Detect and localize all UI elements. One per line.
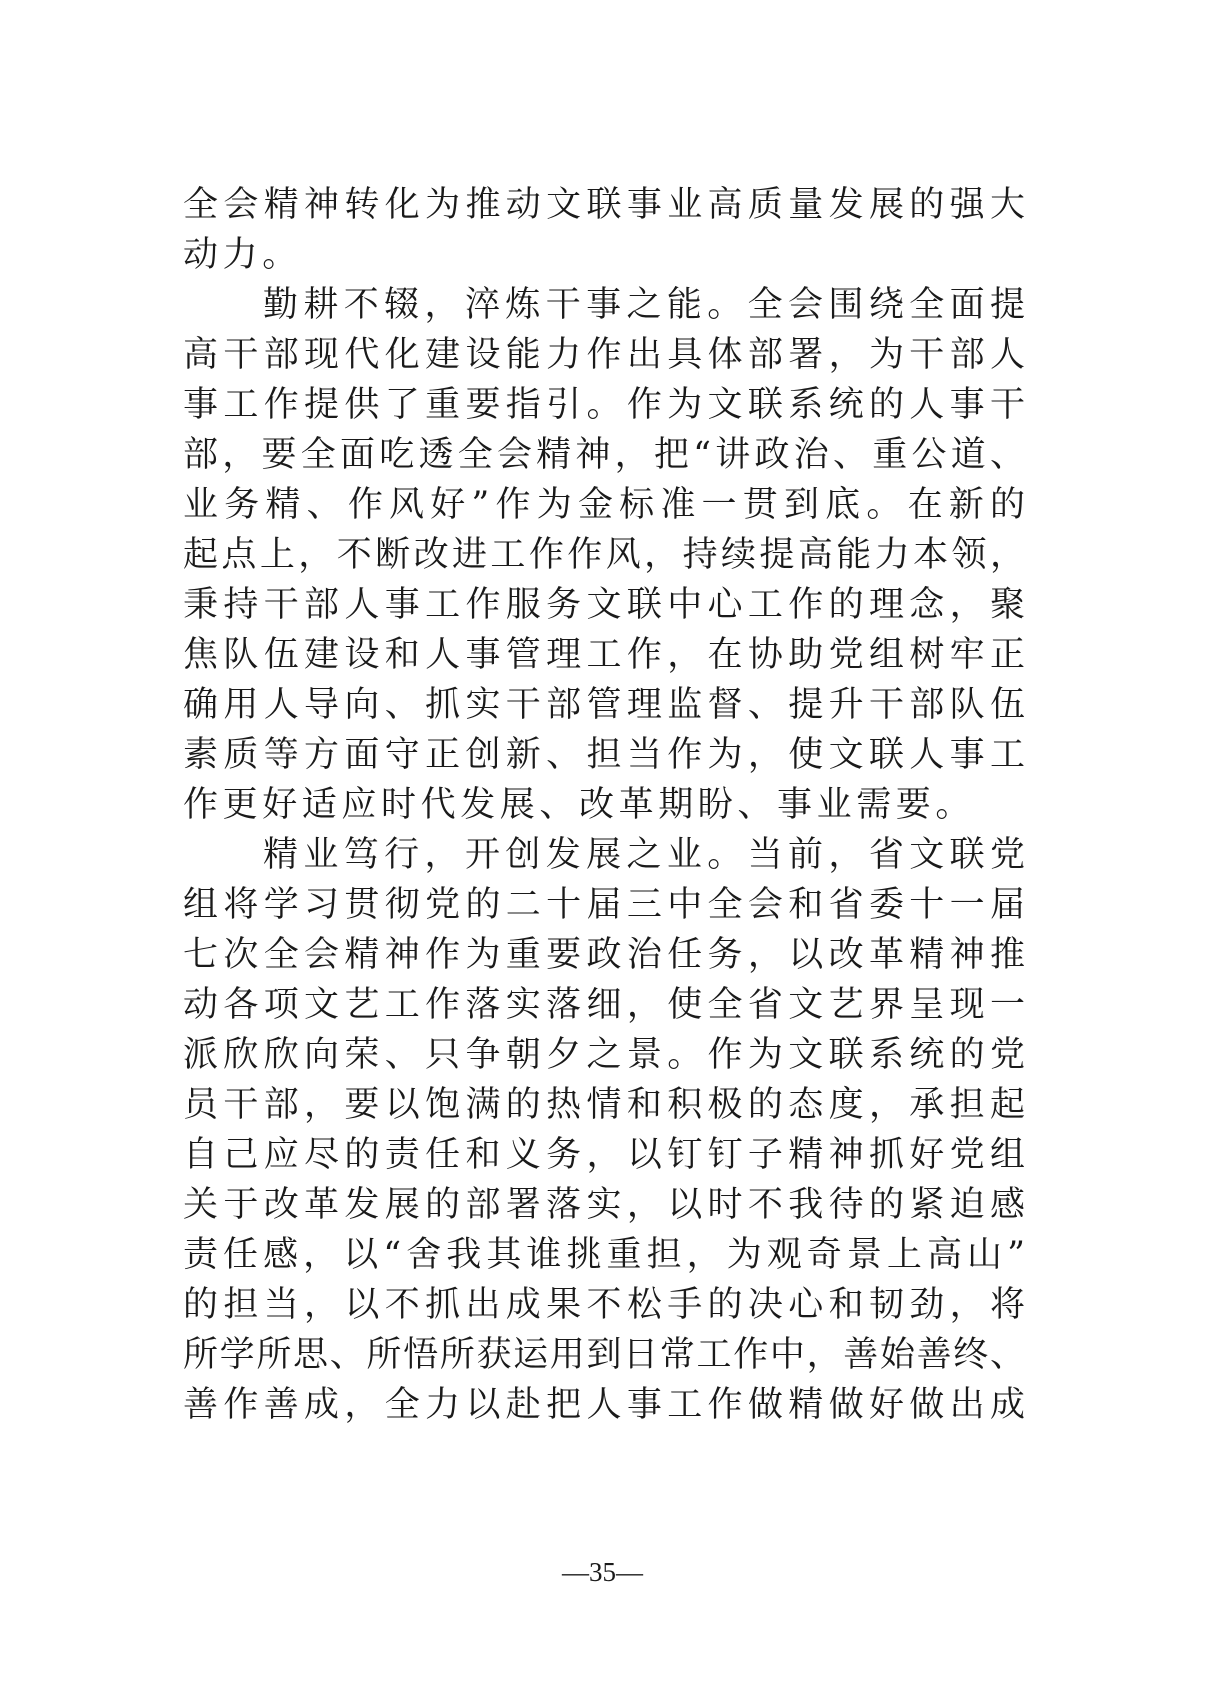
text-line: 秉持干部人事工作服务文联中心工作的理念，聚 bbox=[183, 585, 1025, 625]
text-line: 七次全会精神作为重要政治任务，以改革精神推 bbox=[183, 935, 1025, 975]
text-line: 自己应尽的责任和义务，以钉钉子精神抓好党组 bbox=[183, 1135, 1025, 1175]
text-line: 动力。 bbox=[183, 235, 302, 275]
text-line: 善作善成，全力以赴把人事工作做精做好做出成 bbox=[183, 1385, 1025, 1425]
text-line: 起点上，不断改进工作作风，持续提高能力本领， bbox=[183, 535, 1025, 575]
text-line: 派欣欣向荣、只争朝夕之景。作为文联系统的党 bbox=[183, 1035, 1025, 1075]
text-line: 焦队伍建设和人事管理工作，在协助党组树牢正 bbox=[183, 635, 1025, 675]
text-line: 的担当，以不抓出成果不松手的决心和韧劲，将 bbox=[183, 1285, 1025, 1325]
text-line: 组将学习贯彻党的二十届三中全会和省委十一届 bbox=[183, 885, 1025, 925]
text-line: 部，要全面吃透全会精神，把“讲政治、重公道、 bbox=[183, 435, 1025, 475]
text-line: 全会精神转化为推动文联事业高质量发展的强大 bbox=[183, 185, 1025, 225]
text-line: 关于改革发展的部署落实，以时不我待的紧迫感 bbox=[183, 1185, 1025, 1225]
text-line: 动各项文艺工作落实落细，使全省文艺界呈现一 bbox=[183, 985, 1025, 1025]
text-line: 作更好适应时代发展、改革期盼、事业需要。 bbox=[183, 785, 976, 825]
text-line: 素质等方面守正创新、担当作为，使文联人事工 bbox=[183, 735, 1025, 775]
paragraph-heading-line: 精业笃行，开创发展之业。当前，省文联党 bbox=[263, 835, 1025, 875]
text-line: 事工作提供了重要指引。作为文联系统的人事干 bbox=[183, 385, 1025, 425]
text-line: 员干部，要以饱满的热情和积极的态度，承担起 bbox=[183, 1085, 1025, 1125]
page-number: —35— bbox=[562, 1557, 643, 1587]
paragraph-heading-line: 勤耕不辍，淬炼干事之能。全会围绕全面提 bbox=[263, 285, 1025, 325]
text-line: 确用人导向、抓实干部管理监督、提升干部队伍 bbox=[183, 685, 1025, 725]
text-line: 业务精、作风好”作为金标准一贯到底。在新的 bbox=[183, 485, 1025, 525]
text-line: 责任感，以“舍我其谁挑重担，为观奇景上高山” bbox=[183, 1235, 1025, 1275]
body-text bbox=[183, 180, 1025, 1430]
text-line: 高干部现代化建设能力作出具体部署，为干部人 bbox=[183, 335, 1025, 375]
text-line: 所学所思、所悟所获运用到日常工作中，善始善终、 bbox=[183, 1335, 1025, 1375]
